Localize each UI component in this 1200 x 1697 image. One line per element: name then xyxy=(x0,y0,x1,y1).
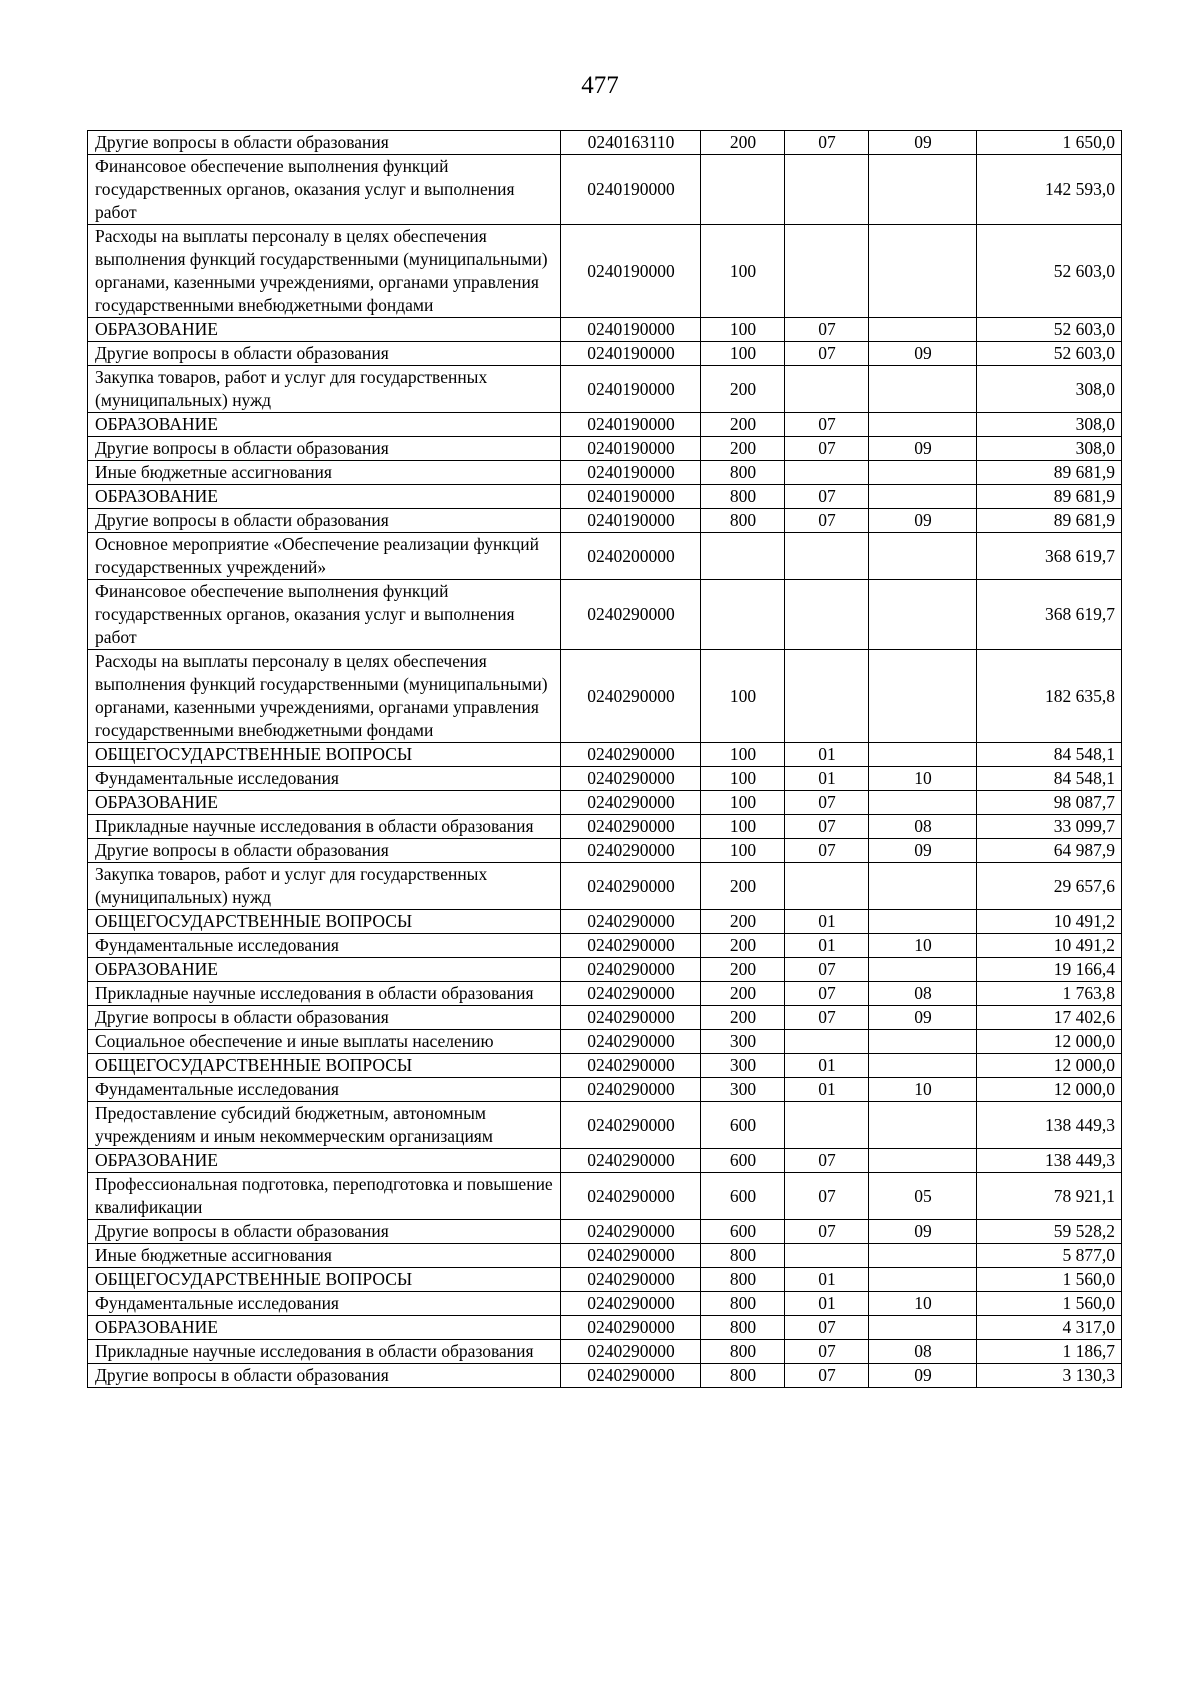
section-code-cell: 07 xyxy=(785,131,869,155)
subsection-code-cell xyxy=(869,461,977,485)
table-row xyxy=(88,863,1122,910)
table-row xyxy=(88,934,1122,958)
item-name-cell: Другие вопросы в области образования xyxy=(88,1364,561,1388)
target-article-code-cell: 0240290000 xyxy=(561,1244,701,1268)
section-code-cell: 01 xyxy=(785,767,869,791)
section-code-cell: 01 xyxy=(785,743,869,767)
section-code-cell xyxy=(785,366,869,413)
amount-cell: 59 528,2 xyxy=(977,1220,1122,1244)
amount-cell: 5 877,0 xyxy=(977,1244,1122,1268)
expense-type-code-cell: 800 xyxy=(701,1364,785,1388)
target-article-code-cell: 0240290000 xyxy=(561,1173,701,1220)
item-name-cell: Иные бюджетные ассигнования xyxy=(88,1244,561,1268)
subsection-code-cell xyxy=(869,1030,977,1054)
target-article-code-cell: 0240190000 xyxy=(561,155,701,225)
expense-type-code-cell: 600 xyxy=(701,1173,785,1220)
target-article-code-cell: 0240290000 xyxy=(561,1364,701,1388)
item-name-cell: Фундаментальные исследования xyxy=(88,1292,561,1316)
target-article-code-cell: 0240290000 xyxy=(561,580,701,650)
expense-type-code-cell: 300 xyxy=(701,1078,785,1102)
amount-cell: 89 681,9 xyxy=(977,485,1122,509)
expense-type-code-cell: 600 xyxy=(701,1220,785,1244)
expense-type-code-cell: 200 xyxy=(701,934,785,958)
section-code-cell: 01 xyxy=(785,910,869,934)
subsection-code-cell xyxy=(869,366,977,413)
subsection-code-cell xyxy=(869,1149,977,1173)
amount-cell: 29 657,6 xyxy=(977,863,1122,910)
subsection-code-cell: 10 xyxy=(869,767,977,791)
item-name-cell: Финансовое обеспечение выполнения функций государственных органов, оказания услуг и выполнения работ xyxy=(88,155,561,225)
expense-type-code-cell: 800 xyxy=(701,1244,785,1268)
amount-cell: 368 619,7 xyxy=(977,533,1122,580)
table-row xyxy=(88,1030,1122,1054)
section-code-cell xyxy=(785,580,869,650)
target-article-code-cell: 0240190000 xyxy=(561,461,701,485)
section-code-cell xyxy=(785,225,869,318)
subsection-code-cell xyxy=(869,580,977,650)
target-article-code-cell: 0240290000 xyxy=(561,1292,701,1316)
item-name-cell: ОБЩЕГОСУДАРСТВЕННЫЕ ВОПРОСЫ xyxy=(88,1054,561,1078)
section-code-cell: 07 xyxy=(785,1220,869,1244)
amount-cell: 182 635,8 xyxy=(977,650,1122,743)
subsection-code-cell xyxy=(869,1054,977,1078)
table-row xyxy=(88,839,1122,863)
subsection-code-cell: 09 xyxy=(869,1006,977,1030)
subsection-code-cell: 10 xyxy=(869,1292,977,1316)
table-row xyxy=(88,958,1122,982)
table-row xyxy=(88,413,1122,437)
amount-cell: 64 987,9 xyxy=(977,839,1122,863)
expense-type-code-cell: 800 xyxy=(701,1340,785,1364)
expense-type-code-cell: 200 xyxy=(701,366,785,413)
table-row xyxy=(88,1173,1122,1220)
subsection-code-cell xyxy=(869,958,977,982)
section-code-cell xyxy=(785,1244,869,1268)
section-code-cell xyxy=(785,533,869,580)
amount-cell: 138 449,3 xyxy=(977,1102,1122,1149)
target-article-code-cell: 0240190000 xyxy=(561,413,701,437)
subsection-code-cell xyxy=(869,533,977,580)
amount-cell: 19 166,4 xyxy=(977,958,1122,982)
section-code-cell xyxy=(785,1030,869,1054)
table-row xyxy=(88,533,1122,580)
section-code-cell: 07 xyxy=(785,1340,869,1364)
target-article-code-cell: 0240290000 xyxy=(561,1078,701,1102)
table-row xyxy=(88,366,1122,413)
expense-type-code-cell: 800 xyxy=(701,485,785,509)
table-row xyxy=(88,485,1122,509)
target-article-code-cell: 0240290000 xyxy=(561,934,701,958)
target-article-code-cell: 0240190000 xyxy=(561,342,701,366)
section-code-cell: 07 xyxy=(785,413,869,437)
section-code-cell: 07 xyxy=(785,958,869,982)
item-name-cell: Другие вопросы в области образования xyxy=(88,1006,561,1030)
subsection-code-cell xyxy=(869,225,977,318)
expense-type-code-cell: 200 xyxy=(701,863,785,910)
section-code-cell: 07 xyxy=(785,839,869,863)
amount-cell: 1 560,0 xyxy=(977,1268,1122,1292)
subsection-code-cell: 09 xyxy=(869,839,977,863)
expense-type-code-cell: 800 xyxy=(701,461,785,485)
table-row xyxy=(88,982,1122,1006)
item-name-cell: ОБЩЕГОСУДАРСТВЕННЫЕ ВОПРОСЫ xyxy=(88,743,561,767)
subsection-code-cell xyxy=(869,743,977,767)
amount-cell: 308,0 xyxy=(977,413,1122,437)
expense-type-code-cell: 100 xyxy=(701,225,785,318)
amount-cell: 138 449,3 xyxy=(977,1149,1122,1173)
expense-type-code-cell: 100 xyxy=(701,791,785,815)
expense-type-code-cell: 200 xyxy=(701,982,785,1006)
item-name-cell: ОБРАЗОВАНИЕ xyxy=(88,1149,561,1173)
item-name-cell: Социальное обеспечение и иные выплаты населению xyxy=(88,1030,561,1054)
subsection-code-cell: 08 xyxy=(869,982,977,1006)
section-code-cell xyxy=(785,650,869,743)
table-row xyxy=(88,1006,1122,1030)
table-row xyxy=(88,342,1122,366)
budget-table xyxy=(87,130,1122,1388)
amount-cell: 308,0 xyxy=(977,366,1122,413)
table-row xyxy=(88,318,1122,342)
subsection-code-cell: 09 xyxy=(869,1220,977,1244)
target-article-code-cell: 0240290000 xyxy=(561,1102,701,1149)
table-row xyxy=(88,743,1122,767)
amount-cell: 52 603,0 xyxy=(977,225,1122,318)
amount-cell: 84 548,1 xyxy=(977,743,1122,767)
item-name-cell: Профессиональная подготовка, переподготовка и повышение квалификации xyxy=(88,1173,561,1220)
amount-cell: 84 548,1 xyxy=(977,767,1122,791)
section-code-cell: 07 xyxy=(785,815,869,839)
target-article-code-cell: 0240290000 xyxy=(561,910,701,934)
expense-type-code-cell xyxy=(701,533,785,580)
section-code-cell xyxy=(785,863,869,910)
item-name-cell: ОБЩЕГОСУДАРСТВЕННЫЕ ВОПРОСЫ xyxy=(88,1268,561,1292)
subsection-code-cell: 10 xyxy=(869,1078,977,1102)
amount-cell: 98 087,7 xyxy=(977,791,1122,815)
target-article-code-cell: 0240290000 xyxy=(561,1340,701,1364)
section-code-cell: 01 xyxy=(785,1268,869,1292)
section-code-cell: 07 xyxy=(785,982,869,1006)
item-name-cell: Прикладные научные исследования в области образования xyxy=(88,815,561,839)
item-name-cell: Расходы на выплаты персоналу в целях обеспечения выполнения функций государственными (муниципальными) органами, казенными учреждениями, органами управления государственными внебюджетными фондами xyxy=(88,650,561,743)
section-code-cell: 01 xyxy=(785,1054,869,1078)
subsection-code-cell xyxy=(869,155,977,225)
amount-cell: 12 000,0 xyxy=(977,1078,1122,1102)
table-row xyxy=(88,1078,1122,1102)
amount-cell: 142 593,0 xyxy=(977,155,1122,225)
target-article-code-cell: 0240290000 xyxy=(561,1220,701,1244)
item-name-cell: Другие вопросы в области образования xyxy=(88,1220,561,1244)
item-name-cell: Расходы на выплаты персоналу в целях обеспечения выполнения функций государственными (муниципальными) органами, казенными учреждениями, органами управления государственными внебюджетными фондами xyxy=(88,225,561,318)
subsection-code-cell xyxy=(869,413,977,437)
target-article-code-cell: 0240290000 xyxy=(561,791,701,815)
expense-type-code-cell: 600 xyxy=(701,1149,785,1173)
expense-type-code-cell: 800 xyxy=(701,509,785,533)
subsection-code-cell xyxy=(869,650,977,743)
table-row xyxy=(88,815,1122,839)
subsection-code-cell: 09 xyxy=(869,1364,977,1388)
subsection-code-cell: 10 xyxy=(869,934,977,958)
item-name-cell: Другие вопросы в области образования xyxy=(88,342,561,366)
target-article-code-cell: 0240190000 xyxy=(561,485,701,509)
expense-type-code-cell: 600 xyxy=(701,1102,785,1149)
item-name-cell: Закупка товаров, работ и услуг для государственных (муниципальных) нужд xyxy=(88,863,561,910)
subsection-code-cell: 09 xyxy=(869,342,977,366)
subsection-code-cell xyxy=(869,318,977,342)
expense-type-code-cell: 800 xyxy=(701,1316,785,1340)
target-article-code-cell: 0240190000 xyxy=(561,366,701,413)
amount-cell: 1 560,0 xyxy=(977,1292,1122,1316)
subsection-code-cell: 05 xyxy=(869,1173,977,1220)
subsection-code-cell: 09 xyxy=(869,437,977,461)
item-name-cell: Финансовое обеспечение выполнения функций государственных органов, оказания услуг и выполнения работ xyxy=(88,580,561,650)
amount-cell: 12 000,0 xyxy=(977,1054,1122,1078)
target-article-code-cell: 0240290000 xyxy=(561,958,701,982)
target-article-code-cell: 0240290000 xyxy=(561,839,701,863)
amount-cell: 1 650,0 xyxy=(977,131,1122,155)
amount-cell: 368 619,7 xyxy=(977,580,1122,650)
target-article-code-cell: 0240290000 xyxy=(561,982,701,1006)
target-article-code-cell: 0240290000 xyxy=(561,1006,701,1030)
section-code-cell: 07 xyxy=(785,318,869,342)
item-name-cell: Закупка товаров, работ и услуг для государственных (муниципальных) нужд xyxy=(88,366,561,413)
table-row xyxy=(88,791,1122,815)
subsection-code-cell xyxy=(869,1102,977,1149)
subsection-code-cell xyxy=(869,791,977,815)
target-article-code-cell: 0240290000 xyxy=(561,743,701,767)
table-row xyxy=(88,509,1122,533)
expense-type-code-cell: 800 xyxy=(701,1268,785,1292)
subsection-code-cell: 09 xyxy=(869,509,977,533)
section-code-cell: 01 xyxy=(785,1292,869,1316)
target-article-code-cell: 0240163110 xyxy=(561,131,701,155)
expense-type-code-cell: 100 xyxy=(701,318,785,342)
item-name-cell: ОБРАЗОВАНИЕ xyxy=(88,791,561,815)
table-row xyxy=(88,1364,1122,1388)
target-article-code-cell: 0240290000 xyxy=(561,1316,701,1340)
section-code-cell: 07 xyxy=(785,791,869,815)
target-article-code-cell: 0240190000 xyxy=(561,437,701,461)
amount-cell: 1 186,7 xyxy=(977,1340,1122,1364)
item-name-cell: Фундаментальные исследования xyxy=(88,767,561,791)
item-name-cell: ОБРАЗОВАНИЕ xyxy=(88,958,561,982)
amount-cell: 10 491,2 xyxy=(977,934,1122,958)
table-row xyxy=(88,131,1122,155)
item-name-cell: ОБРАЗОВАНИЕ xyxy=(88,318,561,342)
expense-type-code-cell: 300 xyxy=(701,1030,785,1054)
section-code-cell: 07 xyxy=(785,1316,869,1340)
section-code-cell: 07 xyxy=(785,485,869,509)
expense-type-code-cell: 200 xyxy=(701,958,785,982)
table-row xyxy=(88,155,1122,225)
table-row xyxy=(88,437,1122,461)
subsection-code-cell xyxy=(869,1316,977,1340)
section-code-cell: 07 xyxy=(785,1006,869,1030)
target-article-code-cell: 0240290000 xyxy=(561,1149,701,1173)
expense-type-code-cell: 200 xyxy=(701,413,785,437)
table-row xyxy=(88,1102,1122,1149)
section-code-cell: 07 xyxy=(785,437,869,461)
expense-type-code-cell: 100 xyxy=(701,839,785,863)
item-name-cell: ОБРАЗОВАНИЕ xyxy=(88,413,561,437)
expense-type-code-cell: 100 xyxy=(701,743,785,767)
amount-cell: 308,0 xyxy=(977,437,1122,461)
subsection-code-cell: 08 xyxy=(869,1340,977,1364)
expense-type-code-cell xyxy=(701,155,785,225)
table-row xyxy=(88,1316,1122,1340)
table-row xyxy=(88,1292,1122,1316)
expense-type-code-cell: 200 xyxy=(701,437,785,461)
table-row xyxy=(88,1244,1122,1268)
item-name-cell: Прикладные научные исследования в области образования xyxy=(88,982,561,1006)
expense-type-code-cell: 200 xyxy=(701,1006,785,1030)
expense-type-code-cell: 200 xyxy=(701,131,785,155)
target-article-code-cell: 0240290000 xyxy=(561,1030,701,1054)
amount-cell: 89 681,9 xyxy=(977,461,1122,485)
subsection-code-cell: 08 xyxy=(869,815,977,839)
table-row xyxy=(88,1220,1122,1244)
table-row xyxy=(88,1340,1122,1364)
item-name-cell: Иные бюджетные ассигнования xyxy=(88,461,561,485)
expense-type-code-cell: 100 xyxy=(701,767,785,791)
table-row xyxy=(88,580,1122,650)
subsection-code-cell xyxy=(869,485,977,509)
target-article-code-cell: 0240290000 xyxy=(561,767,701,791)
section-code-cell: 01 xyxy=(785,934,869,958)
expense-type-code-cell: 300 xyxy=(701,1054,785,1078)
amount-cell: 52 603,0 xyxy=(977,342,1122,366)
table-row xyxy=(88,461,1122,485)
item-name-cell: Другие вопросы в области образования xyxy=(88,437,561,461)
item-name-cell: Фундаментальные исследования xyxy=(88,1078,561,1102)
expense-type-code-cell xyxy=(701,580,785,650)
section-code-cell xyxy=(785,461,869,485)
expense-type-code-cell: 100 xyxy=(701,650,785,743)
table-row xyxy=(88,1268,1122,1292)
amount-cell: 17 402,6 xyxy=(977,1006,1122,1030)
target-article-code-cell: 0240290000 xyxy=(561,1054,701,1078)
item-name-cell: Другие вопросы в области образования xyxy=(88,839,561,863)
table-row xyxy=(88,650,1122,743)
amount-cell: 12 000,0 xyxy=(977,1030,1122,1054)
item-name-cell: Предоставление субсидий бюджетным, автономным учреждениям и иным некоммерческим организациям xyxy=(88,1102,561,1149)
amount-cell: 89 681,9 xyxy=(977,509,1122,533)
target-article-code-cell: 0240190000 xyxy=(561,318,701,342)
expense-type-code-cell: 100 xyxy=(701,342,785,366)
amount-cell: 4 317,0 xyxy=(977,1316,1122,1340)
target-article-code-cell: 0240190000 xyxy=(561,225,701,318)
table-row xyxy=(88,1054,1122,1078)
item-name-cell: Прикладные научные исследования в области образования xyxy=(88,1340,561,1364)
subsection-code-cell xyxy=(869,1268,977,1292)
target-article-code-cell: 0240290000 xyxy=(561,863,701,910)
section-code-cell: 07 xyxy=(785,1364,869,1388)
item-name-cell: ОБЩЕГОСУДАРСТВЕННЫЕ ВОПРОСЫ xyxy=(88,910,561,934)
subsection-code-cell xyxy=(869,910,977,934)
item-name-cell: ОБРАЗОВАНИЕ xyxy=(88,1316,561,1340)
item-name-cell: Основное мероприятие «Обеспечение реализации функций государственных учреждений» xyxy=(88,533,561,580)
target-article-code-cell: 0240190000 xyxy=(561,509,701,533)
target-article-code-cell: 0240290000 xyxy=(561,650,701,743)
section-code-cell xyxy=(785,155,869,225)
section-code-cell: 07 xyxy=(785,1149,869,1173)
item-name-cell: ОБРАЗОВАНИЕ xyxy=(88,485,561,509)
expense-type-code-cell: 100 xyxy=(701,815,785,839)
section-code-cell: 07 xyxy=(785,509,869,533)
section-code-cell xyxy=(785,1102,869,1149)
target-article-code-cell: 0240200000 xyxy=(561,533,701,580)
amount-cell: 10 491,2 xyxy=(977,910,1122,934)
amount-cell: 78 921,1 xyxy=(977,1173,1122,1220)
item-name-cell: Другие вопросы в области образования xyxy=(88,131,561,155)
item-name-cell: Фундаментальные исследования xyxy=(88,934,561,958)
amount-cell: 1 763,8 xyxy=(977,982,1122,1006)
table-row xyxy=(88,1149,1122,1173)
table-row xyxy=(88,910,1122,934)
page-number: 477 xyxy=(581,72,619,99)
table-row xyxy=(88,767,1122,791)
expense-type-code-cell: 800 xyxy=(701,1292,785,1316)
table-row xyxy=(88,225,1122,318)
section-code-cell: 07 xyxy=(785,342,869,366)
subsection-code-cell xyxy=(869,863,977,910)
target-article-code-cell: 0240290000 xyxy=(561,815,701,839)
budget-table-body xyxy=(88,131,1122,1388)
subsection-code-cell: 09 xyxy=(869,131,977,155)
amount-cell: 33 099,7 xyxy=(977,815,1122,839)
amount-cell: 52 603,0 xyxy=(977,318,1122,342)
section-code-cell: 01 xyxy=(785,1078,869,1102)
expense-type-code-cell: 200 xyxy=(701,910,785,934)
item-name-cell: Другие вопросы в области образования xyxy=(88,509,561,533)
subsection-code-cell xyxy=(869,1244,977,1268)
target-article-code-cell: 0240290000 xyxy=(561,1268,701,1292)
section-code-cell: 07 xyxy=(785,1173,869,1220)
amount-cell: 3 130,3 xyxy=(977,1364,1122,1388)
